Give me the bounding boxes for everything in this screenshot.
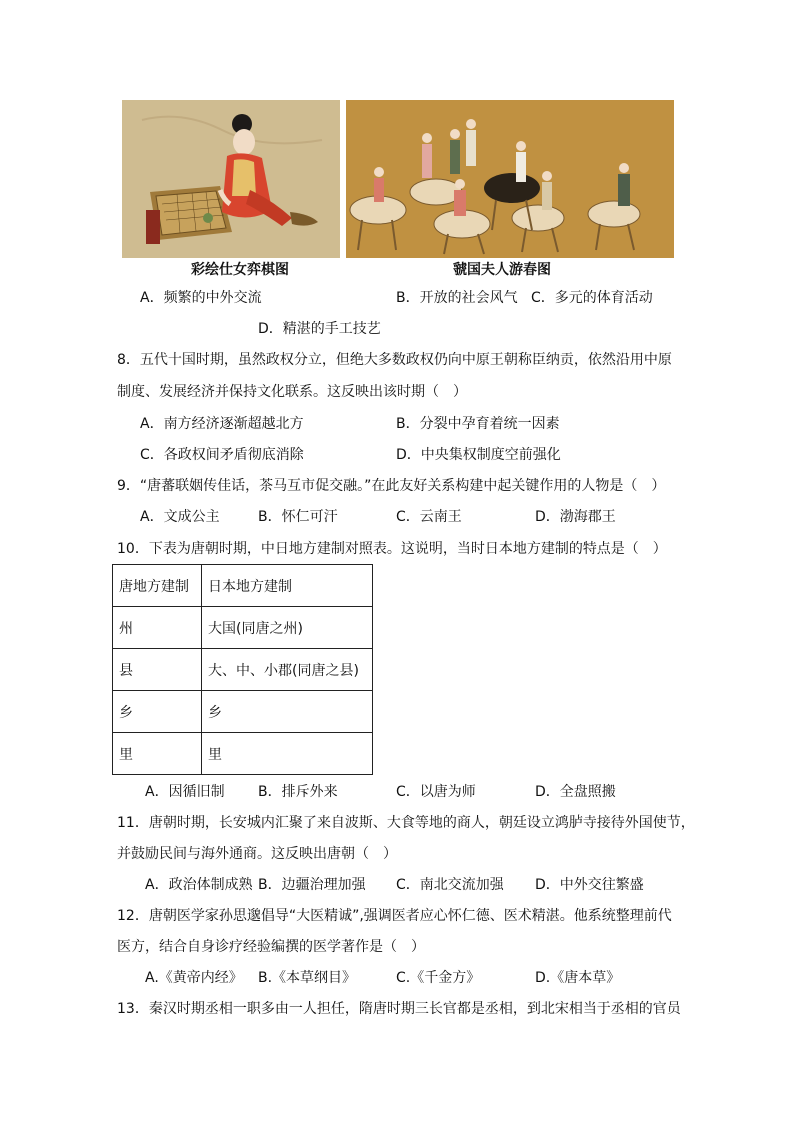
spring-outing-painting-image bbox=[346, 100, 674, 258]
q10-option-d: D．全盘照搬 bbox=[535, 784, 616, 800]
left-image-caption: 彩绘仕女弈棋图 bbox=[191, 262, 289, 278]
q10-option-b: B．排斥外来 bbox=[258, 784, 338, 800]
table-cell: 县 bbox=[113, 649, 202, 691]
q7-option-c: C．多元的体育活动 bbox=[531, 290, 653, 306]
q12-option-d: D.《唐本草》 bbox=[535, 970, 621, 986]
q9-option-d: D．渤海郡王 bbox=[535, 509, 616, 525]
q12-stem-line1: 12．唐朝医学家孙思邈倡导“大医精诚”,强调医者应心怀仁德、医术精湛。他系统整理前代 bbox=[117, 908, 672, 924]
table-row bbox=[113, 691, 373, 733]
table-cell: 乡 bbox=[202, 691, 373, 733]
q11-option-c: C．南北交流加强 bbox=[396, 877, 504, 893]
table-header-cell: 日本地方建制 bbox=[202, 565, 373, 607]
q11-option-a: A．政治体制成熟 bbox=[145, 877, 253, 893]
q8-option-b: B．分裂中孕育着统一因素 bbox=[396, 416, 560, 432]
q8-option-d: D．中央集权制度空前强化 bbox=[396, 447, 561, 463]
q12-option-a: A.《黄帝内经》 bbox=[145, 970, 243, 986]
admin-system-table bbox=[112, 564, 373, 775]
q10-stem: 10．下表为唐朝时期，中日地方建制对照表。这说明，当时日本地方建制的特点是（ ） bbox=[117, 541, 667, 557]
q12-stem-line2: 医方，结合自身诊疗经验编撰的医学著作是（ ） bbox=[117, 939, 425, 955]
q9-stem: 9．“唐蕃联姻传佳话，茶马互市促交融。”在此友好关系构建中起关键作用的人物是（ ） bbox=[117, 478, 666, 494]
q8-stem-line1: 8．五代十国时期，虽然政权分立，但绝大多数政权仍向中原王朝称臣纳贡，依然沿用中原 bbox=[117, 352, 672, 368]
q12-option-b: B.《本草纲目》 bbox=[258, 970, 357, 986]
q7-option-d: D．精湛的手工技艺 bbox=[258, 321, 381, 337]
q10-option-c: C．以唐为师 bbox=[396, 784, 476, 800]
weiqi-painting-image bbox=[122, 100, 340, 258]
q7-option-b: B．开放的社会风气 bbox=[396, 290, 518, 306]
q9-option-b: B．怀仁可汗 bbox=[258, 509, 338, 525]
table-cell: 大国(同唐之州) bbox=[202, 607, 373, 649]
q11-option-d: D．中外交往繁盛 bbox=[535, 877, 644, 893]
right-image-caption: 虢国夫人游春图 bbox=[453, 262, 551, 278]
q11-option-b: B．边疆治理加强 bbox=[258, 877, 366, 893]
table-row bbox=[113, 607, 373, 649]
q9-option-a: A．文成公主 bbox=[140, 509, 220, 525]
table-row bbox=[113, 649, 373, 691]
q8-option-c: C．各政权间矛盾彻底消除 bbox=[140, 447, 304, 463]
table-row bbox=[113, 733, 373, 775]
table-cell: 里 bbox=[113, 733, 202, 775]
table-cell: 乡 bbox=[113, 691, 202, 733]
q7-option-a: A．频繁的中外交流 bbox=[140, 290, 262, 306]
q9-option-c: C．云南王 bbox=[396, 509, 462, 525]
q8-option-a: A．南方经济逐渐超越北方 bbox=[140, 416, 304, 432]
q11-stem-line1: 11．唐朝时期，长安城内汇聚了来自波斯、大食等地的商人，朝廷设立鸿胪寺接待外国使节， bbox=[117, 815, 695, 831]
table-header-row bbox=[113, 565, 373, 607]
q12-option-c: C.《千金方》 bbox=[396, 970, 481, 986]
table-header-cell: 唐地方建制 bbox=[113, 565, 202, 607]
q8-stem-line2: 制度、发展经济并保持文化联系。这反映出该时期（ ） bbox=[117, 384, 467, 400]
q13-stem-line1: 13．秦汉时期丞相一职多由一人担任，隋唐时期三长官都是丞相，到北宋相当于丞相的官员 bbox=[117, 1001, 681, 1017]
table-cell: 里 bbox=[202, 733, 373, 775]
table-cell: 大、中、小郡(同唐之县) bbox=[202, 649, 373, 691]
q10-option-a: A．因循旧制 bbox=[145, 784, 225, 800]
q11-stem-line2: 并鼓励民间与海外通商。这反映出唐朝（ ） bbox=[117, 846, 397, 862]
table-cell: 州 bbox=[113, 607, 202, 649]
